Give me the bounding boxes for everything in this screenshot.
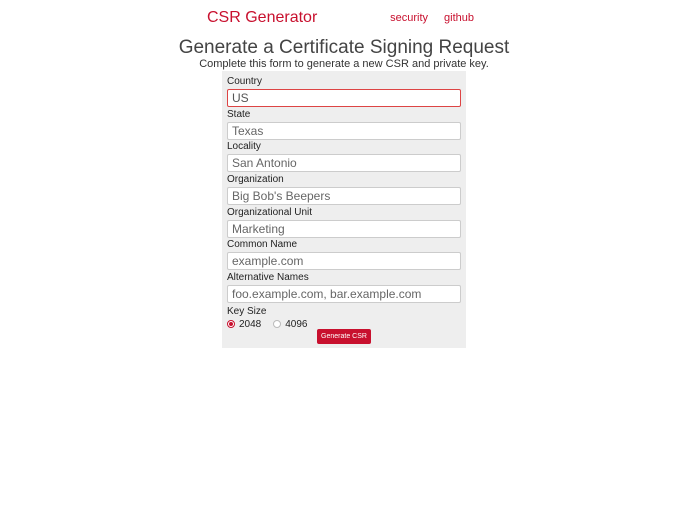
organizational-unit-input[interactable] [227,220,461,238]
organization-label: Organization [227,174,284,186]
common-name-input[interactable] [227,252,461,270]
locality-input[interactable] [227,154,461,172]
key-size-2048-label: 2048 [239,318,262,330]
page-title: Generate a Certificate Signing Request [178,37,510,58]
alternative-names-field [227,272,461,305]
common-name-label: Common Name [227,239,298,251]
organizational-unit-field [227,207,461,240]
alternative-names-label: Alternative Names [227,272,309,284]
nav-link-github[interactable]: github [444,12,474,24]
country-label: Country [227,76,263,87]
key-size-2048-radio[interactable] [227,319,261,330]
nav-link-security[interactable]: security [390,12,429,24]
organization-field [227,174,461,207]
key-size-4096-label: 4096 [285,318,308,330]
key-size-label: Key Size [227,305,267,317]
key-size-group [227,305,461,331]
locality-label: Locality [227,141,261,153]
country-input[interactable] [227,89,461,107]
generate-csr-button[interactable]: Generate CSR [317,329,371,344]
common-name-field [227,239,461,272]
organizational-unit-label: Organizational Unit [227,206,313,218]
top-nav [390,12,474,24]
state-field [227,109,461,142]
csr-form [222,71,466,348]
state-label: State [227,108,251,120]
brand-link[interactable]: CSR Generator [207,9,318,26]
alternative-names-input[interactable] [227,285,461,303]
organization-input[interactable] [227,187,461,205]
page-subtitle: Complete this form to generate a new CSR and private key. [199,58,489,70]
country-field [227,76,461,109]
radio-unselected-icon[interactable] [273,320,281,328]
key-size-4096-radio[interactable] [273,319,307,330]
state-input[interactable] [227,122,461,140]
radio-selected-icon[interactable] [227,320,235,328]
locality-field [227,141,461,174]
